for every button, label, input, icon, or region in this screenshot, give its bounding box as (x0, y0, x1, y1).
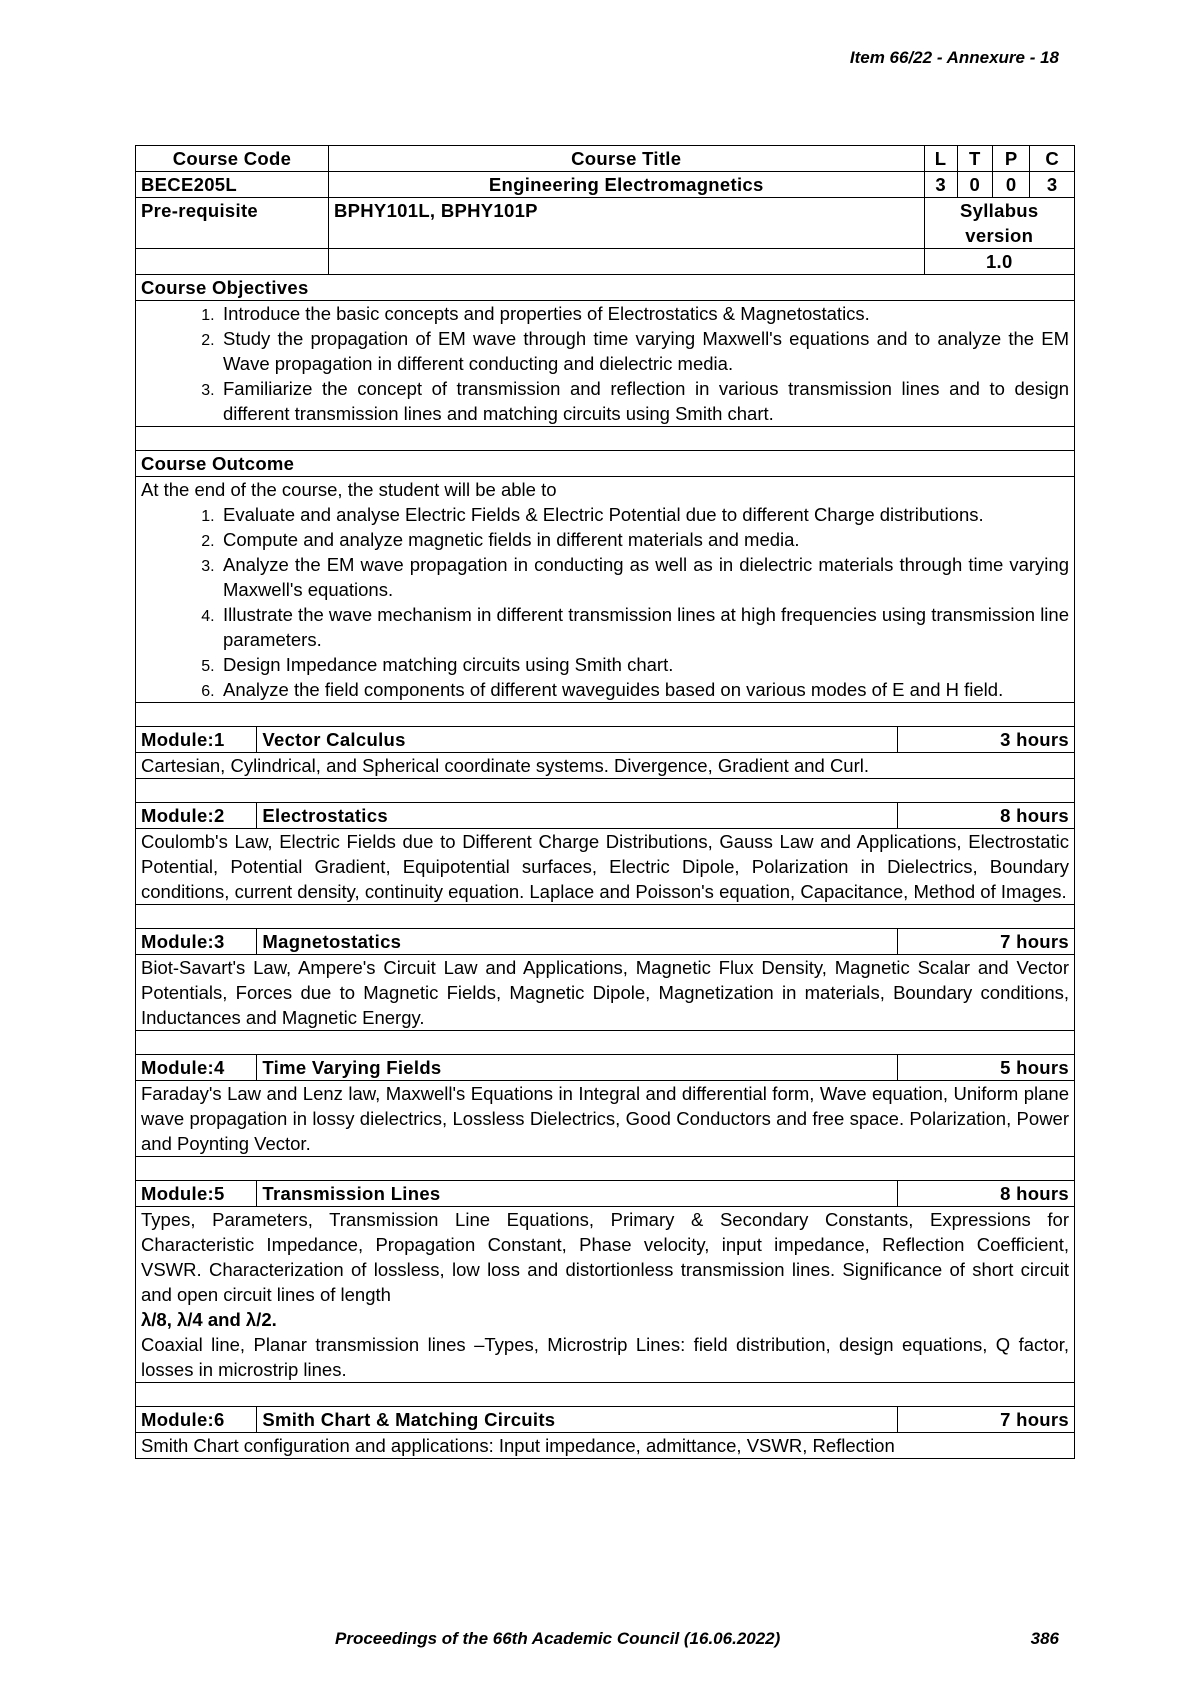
module-label: Module:6 (136, 1407, 257, 1433)
course-values-row (136, 172, 1075, 198)
module-hours: 8 hours (897, 803, 1074, 829)
module-hours: 8 hours (897, 1181, 1074, 1207)
outcomes-heading: Course Outcome (136, 451, 1075, 477)
page-footer (335, 1629, 1059, 1649)
module-content: Cartesian, Cylindrical, and Spherical coordinate systems. Divergence, Gradient and Curl. (136, 753, 1075, 779)
module-content-text: Coaxial line, Planar transmission lines –Types, Microstrip Lines: field distribution, design equations, Q factor, losses in microstrip lines. (141, 1334, 1069, 1380)
module-hours: 3 hours (897, 727, 1074, 753)
module-header-row (136, 727, 1075, 753)
module-content-text: Types, Parameters, Transmission Line Equations, Primary & Secondary Constants, Expressions for Characteristic Impedance, Propagation Constant, Phase velocity, input impedance, Reflection Coefficient, VSWR. Characterization of lossless, low loss and distortionless transmission lines. Significance of short circuit and open circuit lines of length (141, 1209, 1069, 1305)
module-content: Smith Chart configuration and applications: Input impedance, admittance, VSWR, Reflection (136, 1433, 1075, 1459)
module-title: Time Varying Fields (257, 1055, 897, 1081)
syllabus-table (135, 145, 1075, 1459)
course-title-label: Course Title (328, 146, 924, 172)
module-header-row (136, 1181, 1075, 1207)
outcomes-heading-row (136, 451, 1075, 477)
spacer-row (136, 905, 1075, 929)
spacer-row (136, 1157, 1075, 1181)
module-content: Biot-Savart's Law, Ampere's Circuit Law and Applications, Magnetic Flux Density, Magnetic Scalar and Vector Potentials, Forces due to Magnetic Fields, Magnetic Dipole, Magnetization in materials, Boundary conditions, Inductances and Magnetic Energy. (136, 955, 1075, 1031)
module-content-row (136, 955, 1075, 1031)
practical-value: 0 (992, 172, 1029, 198)
objective-item: 3. Familiarize the concept of transmission and reflection in various transmission lines and to design different transmission lines and matching circuits using Smith chart. (219, 376, 1069, 426)
objectives-cell (136, 301, 1075, 427)
outcomes-cell (136, 477, 1075, 703)
outcome-item: 5. Design Impedance matching circuits using Smith chart. (219, 652, 1069, 677)
page-number: 386 (1030, 1629, 1059, 1648)
objectives-list-row (136, 301, 1075, 427)
course-header-row (136, 146, 1075, 172)
syllabus-version-value: 1.0 (924, 249, 1074, 275)
lecture-label: L (924, 146, 957, 172)
course-code-label: Course Code (136, 146, 329, 172)
module-label: Module:3 (136, 929, 257, 955)
module-header-row (136, 803, 1075, 829)
module-title: Smith Chart & Matching Circuits (257, 1407, 897, 1433)
empty-cell (136, 249, 329, 275)
module-header-row (136, 1055, 1075, 1081)
module-hours: 5 hours (897, 1055, 1074, 1081)
objective-item: 1. Introduce the basic concepts and properties of Electrostatics & Magnetostatics. (219, 301, 1069, 326)
credit-label: C (1030, 146, 1075, 172)
module-content-row (136, 1433, 1075, 1459)
practical-label: P (992, 146, 1029, 172)
tutorial-value: 0 (957, 172, 992, 198)
module-content: Faraday's Law and Lenz law, Maxwell's Equations in Integral and differential form, Wave equation, Uniform plane wave propagation in lossy dielectrics, Lossless Dielectrics, Good Conductors and free space. Polarization, Power and Poynting Vector. (136, 1081, 1075, 1157)
tutorial-label: T (957, 146, 992, 172)
footer-proceedings: Proceedings of the 66th Academic Council (16.06.2022) (335, 1629, 781, 1648)
prerequisite-label: Pre-requisite (136, 198, 329, 249)
outcomes-list (141, 502, 1069, 702)
spacer-row (136, 703, 1075, 727)
empty-cell (328, 249, 924, 275)
module-header-row (136, 1407, 1075, 1433)
outcome-item: 6. Analyze the field components of different waveguides based on various modes of E and H field. (219, 677, 1069, 702)
course-title: Engineering Electromagnetics (328, 172, 924, 198)
syllabus-version-row (136, 249, 1075, 275)
module-content: Coulomb's Law, Electric Fields due to Different Charge Distributions, Gauss Law and Applications, Electrostatic Potential, Potential Gradient, Equipotential surfaces, Electric Dipole, Polarization in Dielectrics, Boundary conditions, current density, continuity equation. Laplace and Poisson's equation, Capacitance, Method of Images. (136, 829, 1075, 905)
module-label: Module:2 (136, 803, 257, 829)
page-header-reference: Item 66/22 - Annexure - 18 (849, 48, 1059, 67)
module-title: Magnetostatics (257, 929, 897, 955)
module-content-row (136, 829, 1075, 905)
module-title: Vector Calculus (257, 727, 897, 753)
spacer-row (136, 1031, 1075, 1055)
module-label: Module:4 (136, 1055, 257, 1081)
module-label: Module:1 (136, 727, 257, 753)
spacer-row (136, 779, 1075, 803)
module-title: Electrostatics (257, 803, 897, 829)
outcome-item: 1. Evaluate and analyse Electric Fields & Electric Potential due to different Charge distributions. (219, 502, 1069, 527)
lecture-value: 3 (924, 172, 957, 198)
module-hours: 7 hours (897, 1407, 1074, 1433)
spacer-row (136, 427, 1075, 451)
course-code: BECE205L (136, 172, 329, 198)
module-content-row (136, 1207, 1075, 1383)
prerequisite-row (136, 198, 1075, 249)
module-label: Module:5 (136, 1181, 257, 1207)
outcome-item: 3. Analyze the EM wave propagation in conducting as well as in dielectric materials through time varying Maxwell's equations. (219, 552, 1069, 602)
module-title: Transmission Lines (257, 1181, 897, 1207)
module-content-row (136, 1081, 1075, 1157)
objective-item: 2. Study the propagation of EM wave through time varying Maxwell's equations and to analyze the EM Wave propagation in different conducting and dielectric media. (219, 326, 1069, 376)
prerequisite-value: BPHY101L, BPHY101P (328, 198, 924, 249)
module-content-row (136, 753, 1075, 779)
outcome-item: 2. Compute and analyze magnetic fields in different materials and media. (219, 527, 1069, 552)
module-header-row (136, 929, 1075, 955)
objectives-list (141, 301, 1069, 426)
outcome-item: 4. Illustrate the wave mechanism in different transmission lines at high frequencies using transmission line parameters. (219, 602, 1069, 652)
module-content (136, 1207, 1075, 1383)
outcomes-intro: At the end of the course, the student will be able to (141, 479, 557, 500)
objectives-heading: Course Objectives (136, 275, 1075, 301)
module-content-lengths: λ/8, λ/4 and λ/2. (141, 1309, 277, 1330)
module-hours: 7 hours (897, 929, 1074, 955)
spacer-row (136, 1383, 1075, 1407)
objectives-heading-row (136, 275, 1075, 301)
syllabus-version-label: Syllabus version (924, 198, 1074, 249)
credit-value: 3 (1030, 172, 1075, 198)
outcomes-list-row (136, 477, 1075, 703)
